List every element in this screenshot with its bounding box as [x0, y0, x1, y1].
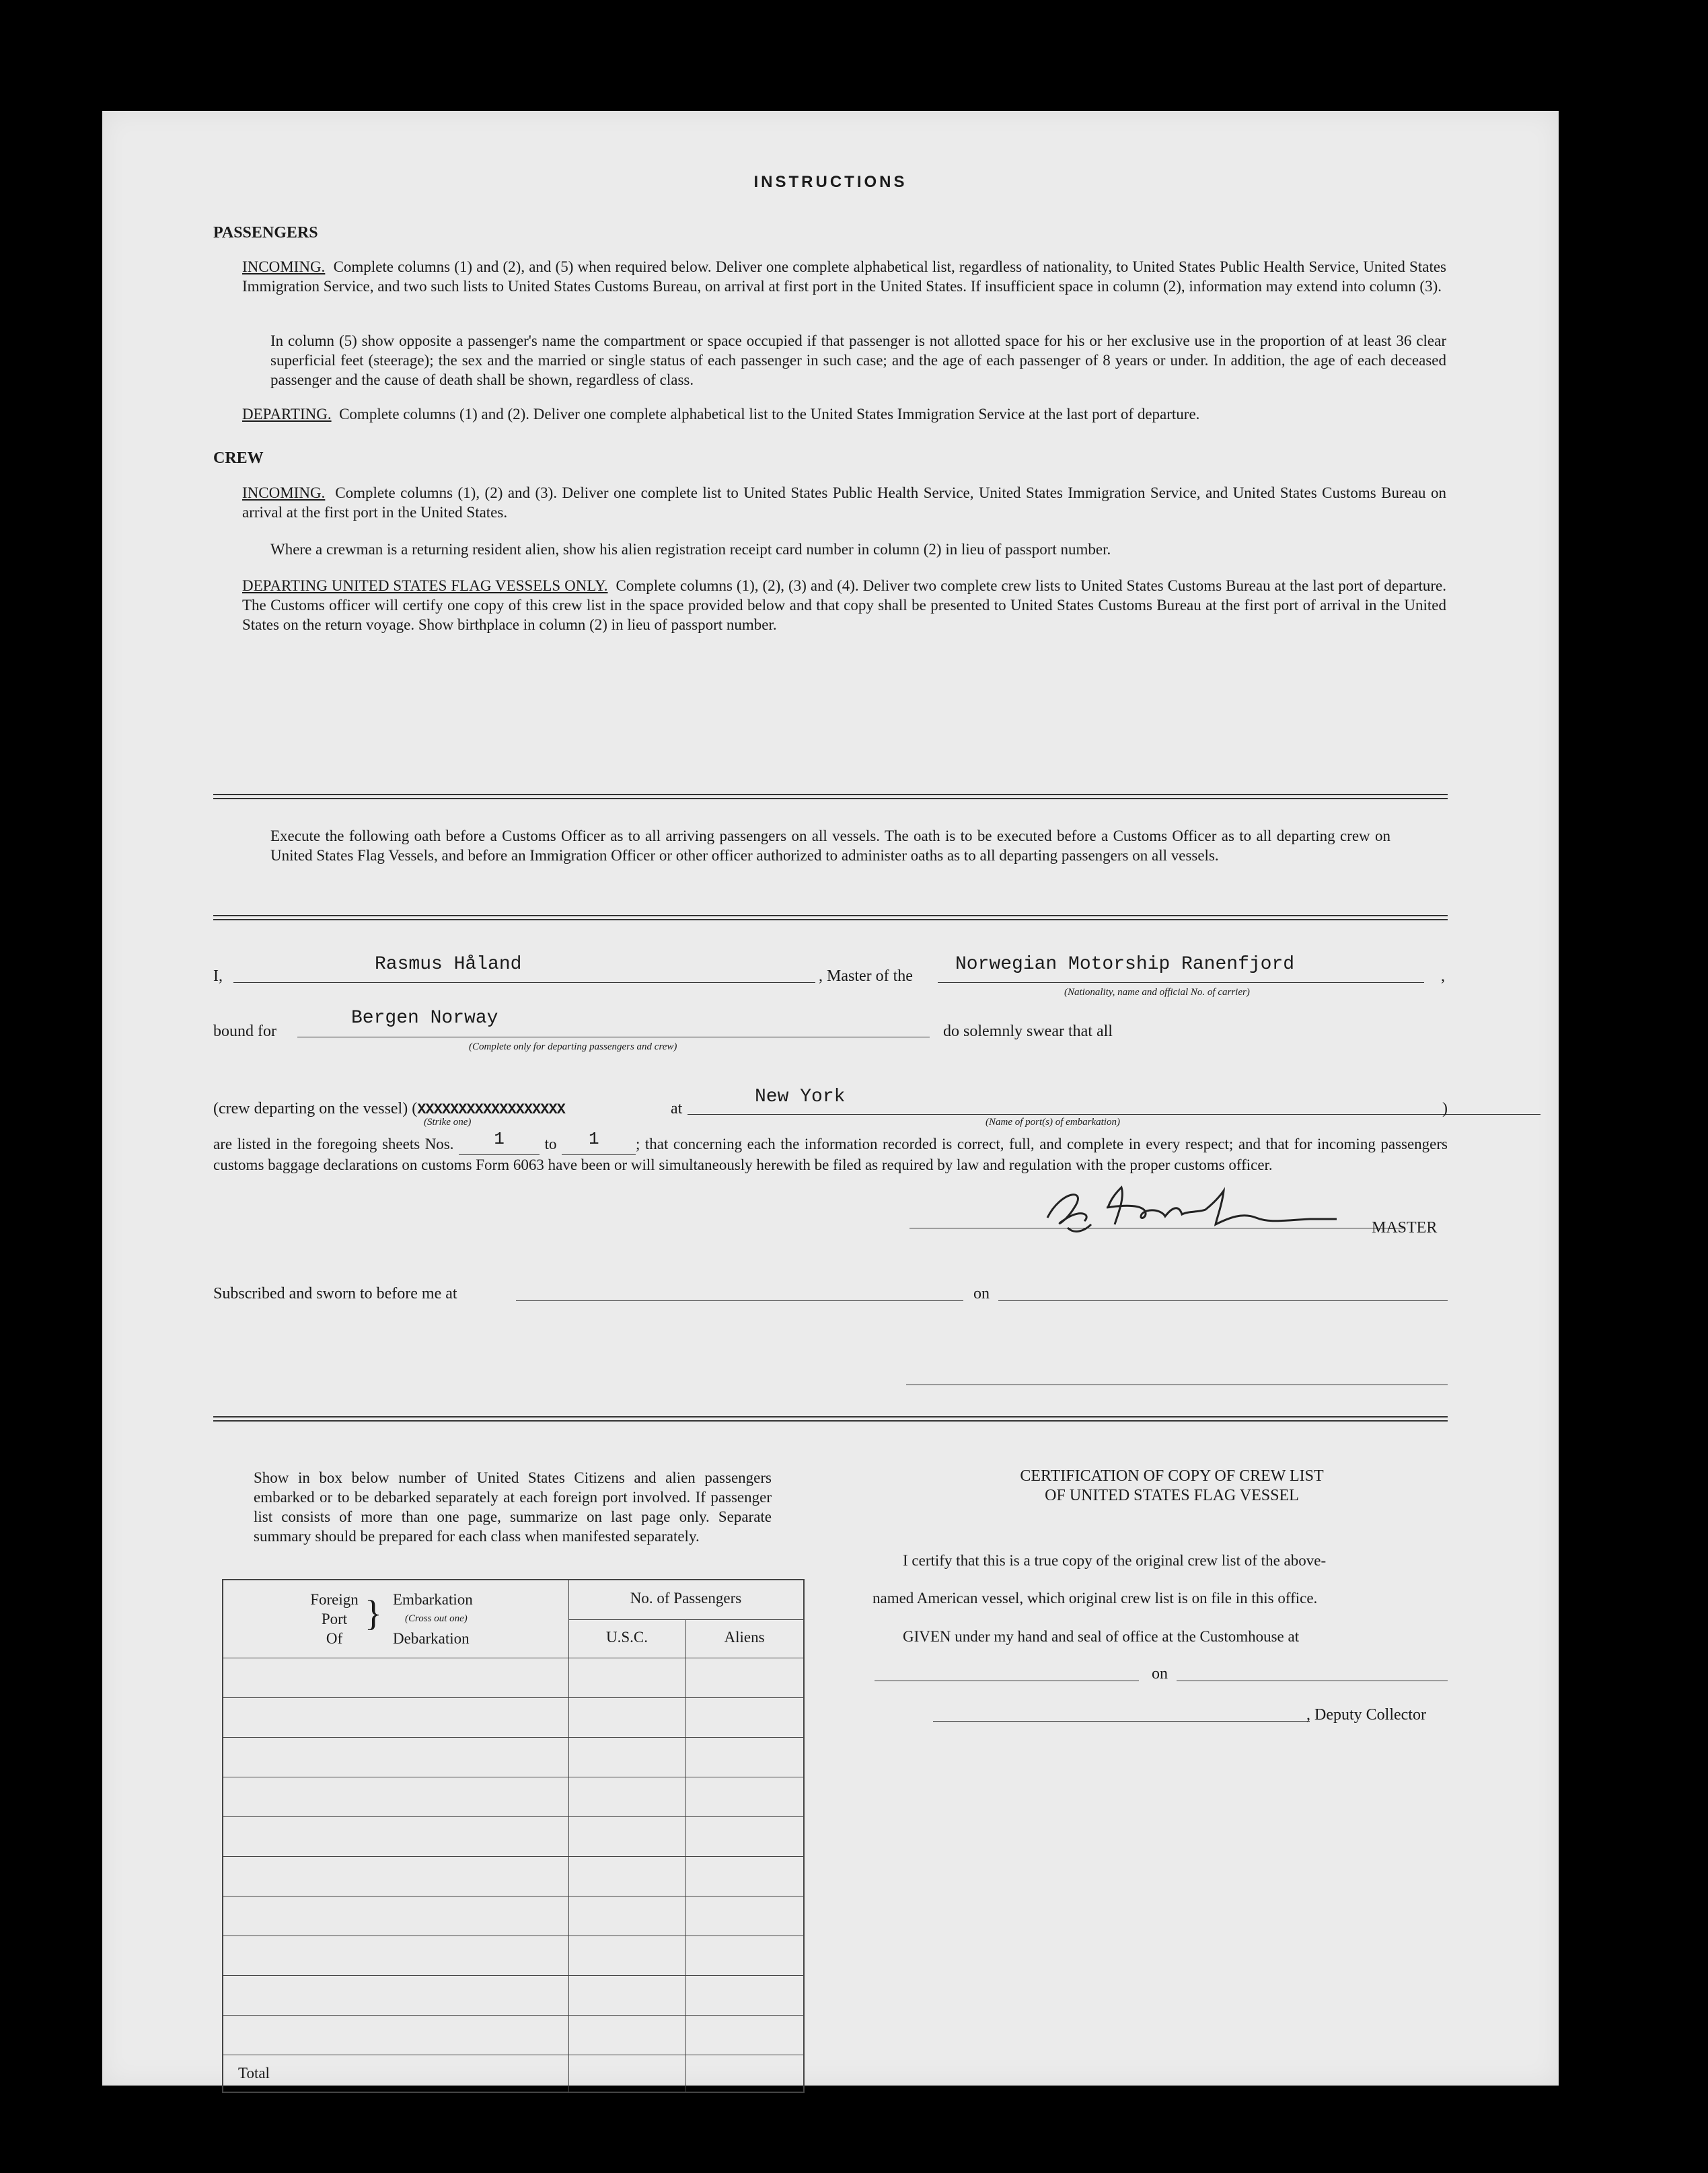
given-line: GIVEN under my hand and seal of office at the Customhouse at: [903, 1628, 1300, 1645]
bound-for-label: bound for: [213, 1023, 276, 1040]
destination-caption: (Complete only for departing passengers and crew): [469, 1041, 677, 1052]
port-field[interactable]: New York: [755, 1086, 846, 1107]
destination-field[interactable]: Bergen Norway: [351, 1008, 498, 1029]
subscribed-label: Subscribed and sworn to before me at: [213, 1285, 457, 1302]
aliens-header: Aliens: [724, 1629, 765, 1646]
vessel-field[interactable]: Norwegian Motorship Ranenfjord: [955, 954, 1295, 975]
vessel-line: [938, 982, 1424, 983]
passenger-summary-table: [222, 1579, 805, 2093]
document-page: INSTRUCTIONS PASSENGERS INCOMING. Complete columns (1) and (2), and (5) when required below. Deliver one complete alphabetical list, regardless of nationality, to United States Public Health Service, United States Immigration Service, and two such lists to United States Customs Bureau, on arrival at first port in the United States. If insufficient space in column (2), information may extend into column (3). In column (5) show opposite a passenger's name the compartment or space occupied if that passenger is not allotted space for his or her exclusive use in the proportion of at least 36 clear superficial feet (steerage); the sex and the married or single status of each passenger in such case; and the age of each passenger of 8 years or under. In addition, the age of each deceased passenger and the cause of death shall be shown, regardless of class. DEPARTING. Complete columns (1) and (2). Deliver one complete alphabetical list to the United States Immigration Service at the last port of departure. CREW INCOMING. Complete columns (1), (2) and (3). Deliver one complete list to United States Public Health Service, United States Immigration Service, and United States Customs Bureau on arrival at the first port in the United States. Where a crewman is a returning resident alien, show his alien registration receipt card number in column (2) in lieu of passport number. DEPARTING UNITED STATES FLAG VESSELS ONLY. Complete columns (1), (2), (3) and (4). Deliver two complete crew lists to United States Customs Bureau at the last port of departure. The Customs officer will certify one copy of this crew list in the space provided below and that copy shall be presented to United States Customs Bureau at the first port of arrival in the United States on the return voyage. Show birthplace in column (2) in lieu of passport number. Execute the following oath before a Customs Officer as to all arriving passengers on all vessels. The oath is to be executed before a Customs Officer as to all departing crew on United States Flag Vessels, and before an Immigration Officer or other officer authorized to administer oaths as to all departing passengers on all vessels. I, Rasmus Håland , Master of the Norwegian Motorship Ranenfjord , (Nationality, name and official No. of carrier) bound for Bergen Norway (Complete only for departing passengers and crew) do solemnly swear that all (crew departing on the vessel) (XXXXXXXXXXXXXXXXXX at (Strike one) New York (Name of port(s) of embarkation) ) are listed in the foregoing sheets Nos. 1 to 1 ; that concerning each the information recorded is correct, full, and complete in every respect; and that for incoming passengers customs baggage declarations on customs Form 6063 have been or will simultaneously herewith be filed as required by law and regulation with the proper customs officer. MASTER Subscribed and sworn to before me at on Show in box below number of United States Citizens and alien passengers embarked or to be debarked separately at each foreign port involved. If passenger list consists of more than one page, summarize on last page only. Separate summary should be prepared for each class when manifested separately. Foreign Port Of } Embarkation (Cross out one) Debarkation No. of Passengers U.S.C. Aliens Total CERTIFICATION OF COPY OF CREW LIST OF UNITED STATES FLAG VESSEL I certify that this is a true copy of the original crew list of the above- named American vessel, which original crew list is on file in this office. GIVEN under my hand and seal of office at the Customhouse at on , Deputy Collector: [102, 111, 1559, 2086]
crew-departing-label: (crew departing on the vessel) (: [213, 1100, 418, 1117]
certify-line-1: I certify that this is a true copy of the original crew list of the above-: [903, 1552, 1327, 1569]
instructions-title: INSTRUCTIONS: [753, 173, 907, 191]
master-signature: [1027, 1177, 1417, 1238]
divider-2: [213, 915, 1448, 920]
brace-icon: }: [365, 1593, 382, 1633]
departing-label: DEPARTING.: [242, 406, 332, 422]
crew-departing-text: Complete columns (1), (2), (3) and (4). Deliver two complete crew lists to United States Customs Bureau at the last port of departure. The Customs officer will certify one copy of this crew list in the space provided below and that copy shall be presented to United States Customs Bureau at the first port of arrival in the United States on the return voyage. Show birthplace in column (2) in lieu of passport number.: [242, 577, 1447, 633]
master-name-field[interactable]: Rasmus Håland: [375, 954, 522, 975]
passengers-incoming-paragraph: [242, 257, 1446, 296]
swear-label: do solemnly swear that all: [943, 1023, 1113, 1040]
listed-label: are listed in the foregoing sheets Nos.: [213, 1136, 454, 1152]
total-label: Total: [238, 2065, 270, 2082]
usc-header: U.S.C.: [606, 1629, 648, 1646]
vessel-caption: (Nationality, name and official No. of carrier): [1064, 987, 1250, 998]
crew-heading: CREW: [213, 449, 264, 467]
certification-title: CERTIFICATION OF COPY OF CREW LIST OF UNITED STATES FLAG VESSEL: [1020, 1467, 1324, 1504]
master-label: MASTER: [1372, 1219, 1438, 1237]
close-paren: ): [1442, 1100, 1448, 1117]
crew-incoming-label: INCOMING.: [242, 484, 326, 501]
sheet-from-field[interactable]: 1: [459, 1134, 540, 1155]
listed-paragraph: [213, 1129, 1448, 1175]
oath-instruction: Execute the following oath before a Customs Officer as to all arriving passengers on all vessels. The oath is to be executed before a Customs Officer as to all departing crew on United States Flag Vessels, and before an Immigration Officer or other officer authorized to administer oaths as to all departing passengers on all vessels.: [270, 827, 1390, 864]
master-name-line: [233, 982, 815, 983]
passengers-departing-paragraph: [242, 404, 1446, 424]
master-of-label: , Master of the: [819, 967, 913, 985]
at-label: at: [671, 1100, 683, 1117]
divider-3: [213, 1416, 1448, 1422]
column5-paragraph: In column (5) show opposite a passenger's name the compartment or space occupied if that passenger is not allotted space for his or her exclusive use in the proportion of at least 36 clear superficial feet (steerage); the sex and the married or single status of each passenger in such case; and the age of each passenger of 8 years or under. In addition, the age of each deceased passenger and the cause of death shall be shown, regardless of class.: [270, 332, 1446, 388]
no-of-passengers-label: No. of Passengers: [630, 1590, 742, 1607]
to-label: to: [544, 1136, 557, 1152]
crew-departing-line: [213, 1100, 565, 1118]
certify-line-2: named American vessel, which original crew list is on file in this office.: [872, 1590, 1318, 1607]
deputy-signature-line[interactable]: [933, 1721, 1310, 1722]
sheet-to-field[interactable]: 1: [562, 1134, 636, 1155]
crewman-paragraph: Where a crewman is a returning resident alien, show his alien registration receipt card number in column (2) in lieu of passport number.: [270, 541, 1111, 558]
sworn-on-label: on: [973, 1285, 990, 1302]
port-line: [688, 1114, 1540, 1115]
strike-caption: (Strike one): [424, 1117, 472, 1128]
crew-incoming-paragraph: [242, 483, 1446, 522]
crew-incoming-text: Complete columns (1), (2) and (3). Deliver one complete list to United States Public Health Service, United States Immigration Service, and United States Customs Bureau on arrival at the first port in the United States.: [242, 484, 1446, 521]
departing-text: Complete columns (1) and (2). Deliver one complete alphabetical list to the United States Immigration Service at the last port of departure.: [339, 406, 1200, 422]
crew-departing-paragraph: [242, 576, 1446, 634]
summary-note: Show in box below number of United States Citizens and alien passengers embarked or to be debarked separately at each foreign port involved. If passenger list consists of more than one page, summarize on last page only. Separate summary should be prepared for each class when manifested separately.: [254, 1469, 772, 1545]
sworn-date-line[interactable]: [998, 1300, 1448, 1301]
crew-departing-label: DEPARTING UNITED STATES FLAG VESSELS ONLY.: [242, 577, 608, 594]
strikeout-text: XXXXXXXXXXXXXXXXXX: [417, 1101, 565, 1118]
divider-1: [213, 794, 1448, 799]
embark-debark-label: Embarkation (Cross out one) Debarkation: [393, 1591, 473, 1647]
incoming-text: Complete columns (1) and (2), and (5) when required below. Deliver one complete alphabetical list, regardless of nationality, to United States Public Health Service, United States Immigration Service, and two such lists to United States Customs Bureau, on arrival at first port in the United States. If insufficient space in column (2), information may extend into column (3).: [242, 258, 1446, 295]
port-caption: (Name of port(s) of embarkation): [986, 1117, 1120, 1128]
deputy-collector-label: , Deputy Collector: [1306, 1706, 1426, 1724]
sworn-place-line[interactable]: [516, 1300, 963, 1301]
cert-on-label: on: [1152, 1665, 1168, 1683]
listed-rest: ; that concerning each the information recorded is correct, full, and complete in every respect; and that for incoming passengers customs baggage declarations on customs Form 6063 have been or will simultaneously herewith be filed as required by law and regulation with the proper customs officer.: [213, 1136, 1448, 1173]
oath-i-label: I,: [213, 967, 223, 985]
incoming-label: INCOMING.: [242, 258, 326, 275]
foreign-port-of-label: Foreign Port Of: [310, 1591, 359, 1647]
passengers-heading: PASSENGERS: [213, 224, 318, 242]
